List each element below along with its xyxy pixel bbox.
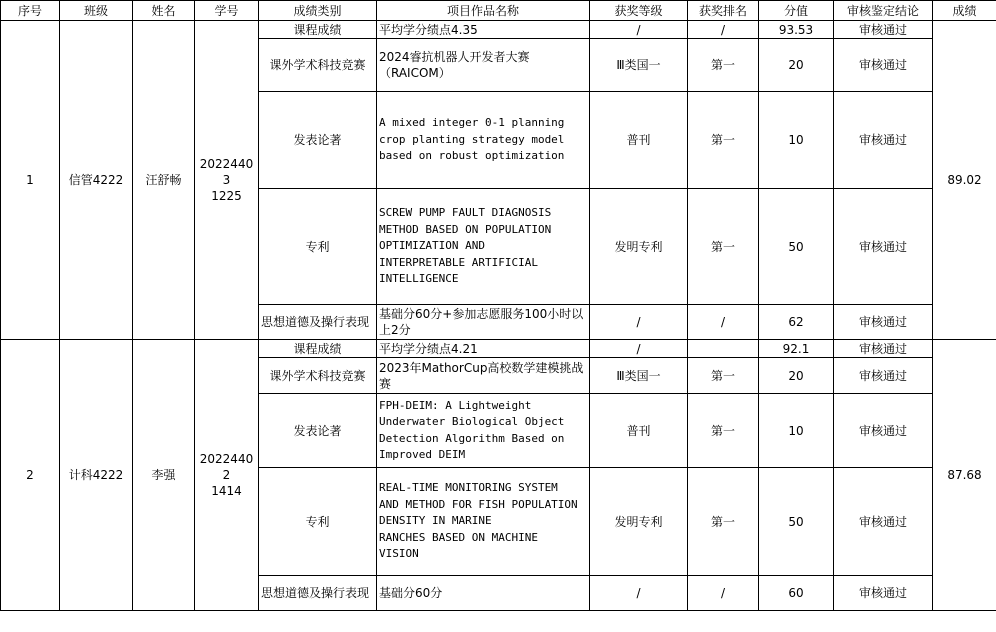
project-cell: 2024睿抗机器人开发者大赛 （RAICOM） (377, 39, 590, 92)
name-cell: 汪舒畅 (133, 21, 195, 340)
header-seq: 序号 (1, 1, 60, 21)
level-cell: 普刊 (590, 394, 688, 468)
rank-cell: 第一 (688, 92, 759, 189)
project-cell: 基础分60分+参加志愿服务100小时以上2分 (377, 305, 590, 340)
result-cell: 审核通过 (834, 189, 933, 305)
rank-cell: / (688, 21, 759, 39)
project-cell: 2023年MathorCup高校数学建模挑战赛 (377, 358, 590, 394)
category-cell: 思想道德及操行表现 (259, 576, 377, 611)
level-cell: 发明专利 (590, 468, 688, 576)
header-rank: 获奖排名 (688, 1, 759, 21)
category-cell: 发表论著 (259, 92, 377, 189)
rank-cell: 第一 (688, 394, 759, 468)
header-class: 班级 (60, 1, 133, 21)
project-cell: A mixed integer 0-1 planning crop planting strategy model based on robust optimization (377, 92, 590, 189)
seq-cell: 2 (1, 340, 60, 611)
category-cell: 专利 (259, 468, 377, 576)
level-cell: Ⅲ类国一 (590, 358, 688, 394)
header-total: 成绩 (933, 1, 996, 21)
result-cell: 审核通过 (834, 305, 933, 340)
project-cell: 基础分60分 (377, 576, 590, 611)
score-cell: 93.53 (759, 21, 834, 39)
category-cell: 发表论著 (259, 394, 377, 468)
header-student-id: 学号 (195, 1, 259, 21)
header-score: 分值 (759, 1, 834, 21)
header-project: 项目作品名称 (377, 1, 590, 21)
category-cell: 课外学术科技竞赛 (259, 358, 377, 394)
score-cell: 10 (759, 92, 834, 189)
level-cell: / (590, 305, 688, 340)
header-result: 审核鉴定结论 (834, 1, 933, 21)
total-cell: 89.02 (933, 21, 996, 340)
result-cell: 审核通过 (834, 39, 933, 92)
header-level: 获奖等级 (590, 1, 688, 21)
name-cell: 李强 (133, 340, 195, 611)
score-cell: 50 (759, 189, 834, 305)
header-row (1, 1, 996, 21)
rank-cell: 第一 (688, 189, 759, 305)
student-id-cell: 20224403 1225 (195, 21, 259, 340)
student-id-cell: 20224402 1414 (195, 340, 259, 611)
total-cell: 87.68 (933, 340, 996, 611)
project-cell: SCREW PUMP FAULT DIAGNOSIS METHOD BASED ON POPULATION OPTIMIZATION AND INTERPRETABLE ARTIFICIAL INTELLIGENCE (377, 189, 590, 305)
category-cell: 课程成绩 (259, 340, 377, 358)
rank-cell: 第一 (688, 468, 759, 576)
result-cell: 审核通过 (834, 92, 933, 189)
category-cell: 课外学术科技竞赛 (259, 39, 377, 92)
score-cell: 60 (759, 576, 834, 611)
score-cell: 50 (759, 468, 834, 576)
score-cell: 20 (759, 358, 834, 394)
project-cell: 平均学分绩点4.35 (377, 21, 590, 39)
category-cell: 专利 (259, 189, 377, 305)
project-cell: 平均学分绩点4.21 (377, 340, 590, 358)
score-cell: 20 (759, 39, 834, 92)
level-cell: / (590, 340, 688, 358)
level-cell: Ⅲ类国一 (590, 39, 688, 92)
level-cell: 发明专利 (590, 189, 688, 305)
level-cell: / (590, 21, 688, 39)
rank-cell: / (688, 576, 759, 611)
result-cell: 审核通过 (834, 576, 933, 611)
project-cell: FPH-DEIM: A Lightweight Underwater Biological Object Detection Algorithm Based on Improved DEIM (377, 394, 590, 468)
class-cell: 信管4222 (60, 21, 133, 340)
project-cell: REAL-TIME MONITORING SYSTEM AND METHOD FOR FISH POPULATION DENSITY IN MARINE RANCHES BASED ON MACHINE VISION (377, 468, 590, 576)
seq-cell: 1 (1, 21, 60, 340)
category-cell: 思想道德及操行表现 (259, 305, 377, 340)
table-row (1, 21, 996, 39)
result-cell: 审核通过 (834, 358, 933, 394)
result-cell: 审核通过 (834, 394, 933, 468)
rank-cell: 第一 (688, 358, 759, 394)
table-row (1, 340, 996, 358)
result-cell: 审核通过 (834, 468, 933, 576)
result-cell: 审核通过 (834, 340, 933, 358)
level-cell: / (590, 576, 688, 611)
score-cell: 62 (759, 305, 834, 340)
score-cell: 10 (759, 394, 834, 468)
score-cell: 92.1 (759, 340, 834, 358)
header-category: 成绩类别 (259, 1, 377, 21)
rank-cell: / (688, 305, 759, 340)
category-cell: 课程成绩 (259, 21, 377, 39)
level-cell: 普刊 (590, 92, 688, 189)
result-cell: 审核通过 (834, 21, 933, 39)
rank-cell: 第一 (688, 39, 759, 92)
header-name: 姓名 (133, 1, 195, 21)
rank-cell (688, 340, 759, 358)
class-cell: 计科4222 (60, 340, 133, 611)
